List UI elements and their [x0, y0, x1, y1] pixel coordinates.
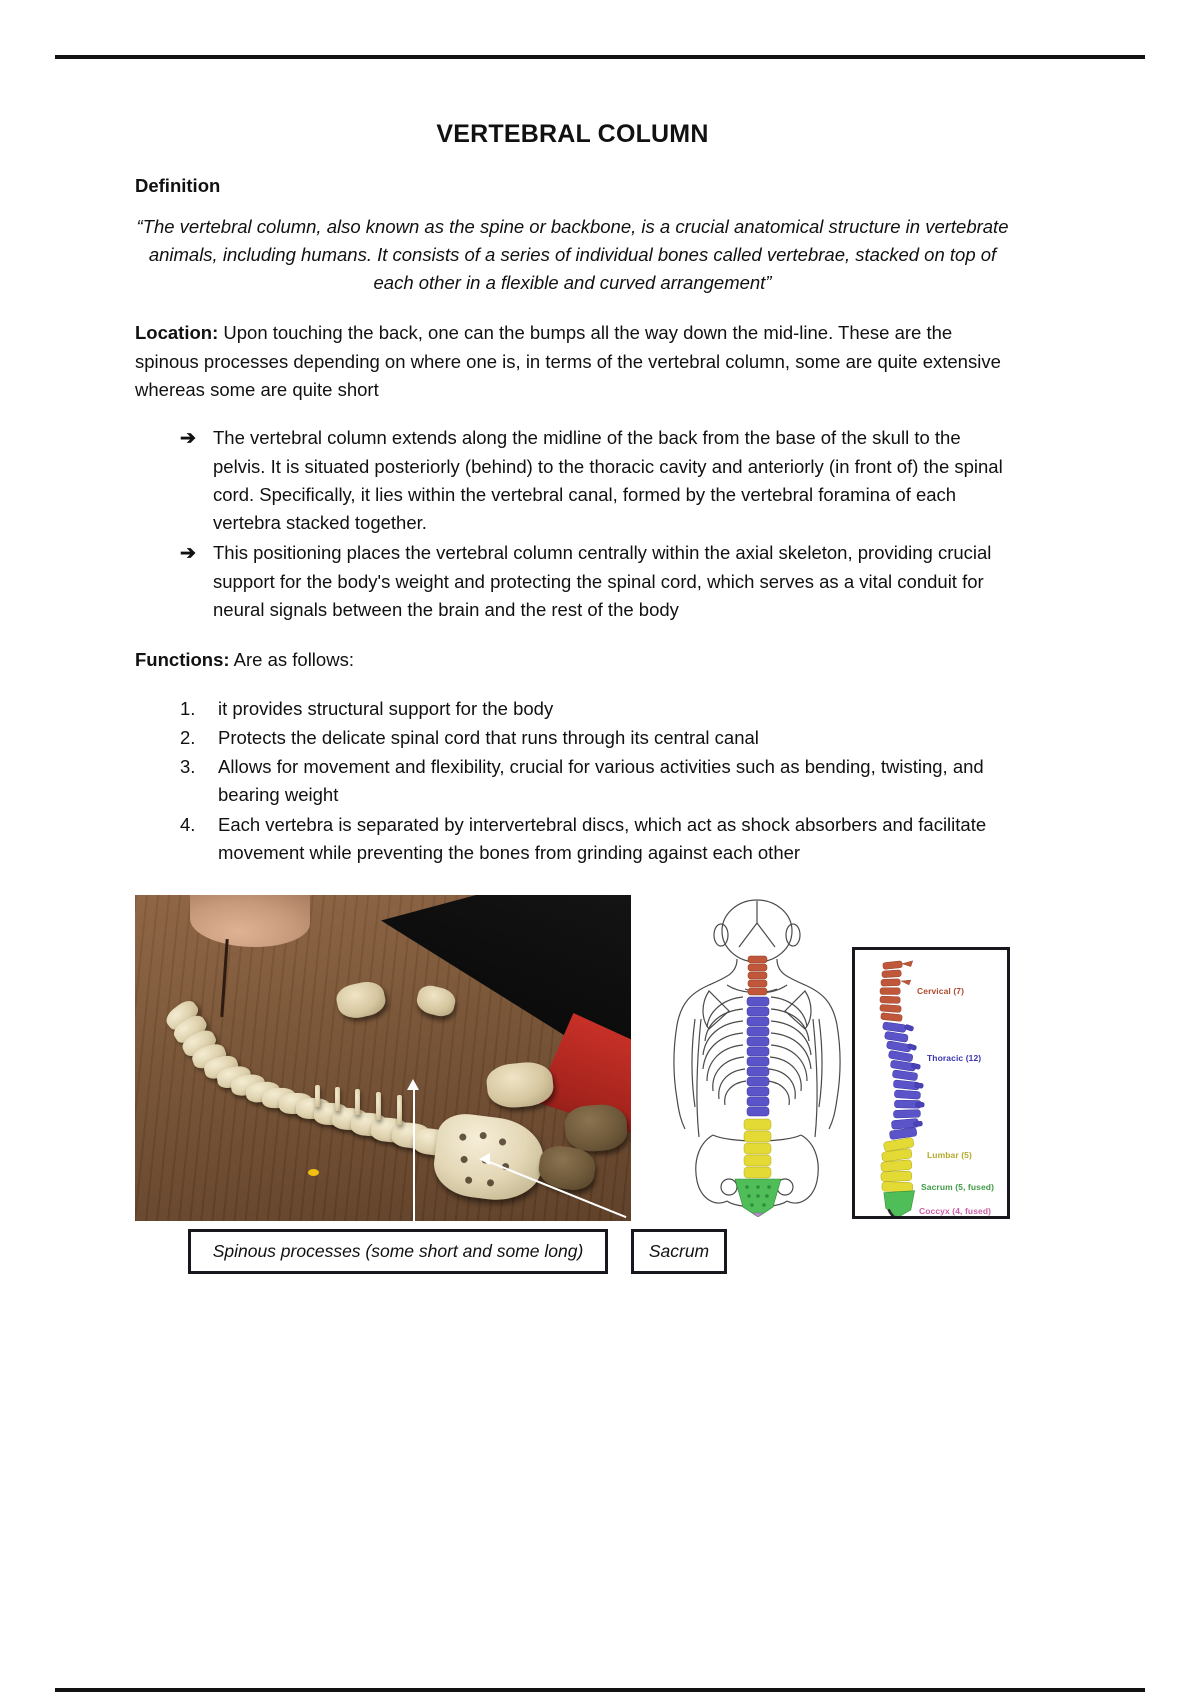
list-item: Allows for movement and flexibility, crucial for various activities such as bending, twisting, and bearing weight	[218, 756, 984, 806]
lateral-spine-inset	[852, 947, 1010, 1219]
definition-heading: Definition	[135, 175, 221, 196]
list-item	[180, 539, 1010, 624]
spinous-leader-line	[413, 1087, 415, 1221]
caption-sacrum: Sacrum	[631, 1229, 727, 1274]
location-bullet-list	[135, 424, 1010, 624]
spinous-leader-arrowhead	[407, 1079, 419, 1090]
list-item	[180, 424, 1010, 537]
location-label: Location:	[135, 322, 219, 344]
list-item: Each vertebra is separated by intervertebral discs, which act as shock absorbers and facilitate movement while preventing the bones from grinding against each other	[218, 813, 987, 864]
sacrum-leader-arrowhead	[479, 1153, 490, 1165]
spine-anatomy-diagram	[647, 895, 1010, 1221]
list-item-text: The vertebral column extends along the midline of the back from the base of the skull to the pelvis. It is situated posteriorly (behind) to the thoracic cavity and anteriorly (in front of) the spinal cord. Specifically, it lies within the vertebral canal, formed by the vertebral foramina of each vertebra stacked together.	[213, 427, 1003, 534]
definition-quote: “The vertebral column, also known as the spine or backbone, is a crucial anatomical structure in vertebrate animals, including humans. It consists of a series of individual bones called vertebrae, stacked on top of each other in a flexible and curved arrangement”	[136, 216, 1009, 294]
figure-caption-row	[135, 1229, 1010, 1275]
figure-row	[135, 895, 1010, 1225]
functions-label: Functions:	[135, 649, 230, 671]
arrow-bullet-icon: ➔	[180, 428, 196, 450]
functions-paragraph	[135, 646, 1010, 674]
vertebral-column-photo	[135, 895, 631, 1221]
document-body	[135, 120, 1010, 889]
articulated-spine	[163, 999, 523, 1199]
caption-spinous-processes: Spinous processes (some short and some long)	[188, 1229, 608, 1274]
inset-label-thoracic: Thoracic (12)	[927, 1053, 982, 1063]
torso-outline-illustration	[665, 899, 850, 1217]
location-paragraph	[135, 319, 1010, 404]
location-text: Upon touching the back, one can the bumps all the way down the mid-line. These are the spinous processes depending on where one is, in terms of the vertebral column, some are quite extensive whereas some are quite short	[135, 322, 1001, 400]
functions-text: Are as follows:	[229, 649, 354, 671]
inset-label-coccyx: Coccyx (4, fused)	[919, 1206, 992, 1216]
inset-label-cervical: Cervical (7)	[917, 986, 965, 996]
inset-label-lumbar: Lumbar (5)	[927, 1150, 972, 1160]
loose-vertebra-dark	[563, 1103, 628, 1153]
yellow-marker	[308, 1169, 319, 1176]
page-title: VERTEBRAL COLUMN	[436, 120, 709, 148]
inset-label-sacrum: Sacrum (5, fused)	[921, 1182, 995, 1192]
header-rule	[55, 55, 1145, 59]
list-item: it provides structural support for the body	[218, 697, 554, 719]
functions-numbered-list	[135, 695, 1010, 868]
list-item-text: This positioning places the vertebral column centrally within the axial skeleton, providing crucial support for the body's weight and protecting the spinal cord, which serves as a vital conduit for neural signals between the brain and the rest of the body	[213, 542, 992, 620]
arrow-bullet-icon: ➔	[180, 543, 196, 565]
list-item: Protects the delicate spinal cord that runs through its central canal	[218, 726, 759, 748]
footer-rule	[55, 1688, 1145, 1692]
